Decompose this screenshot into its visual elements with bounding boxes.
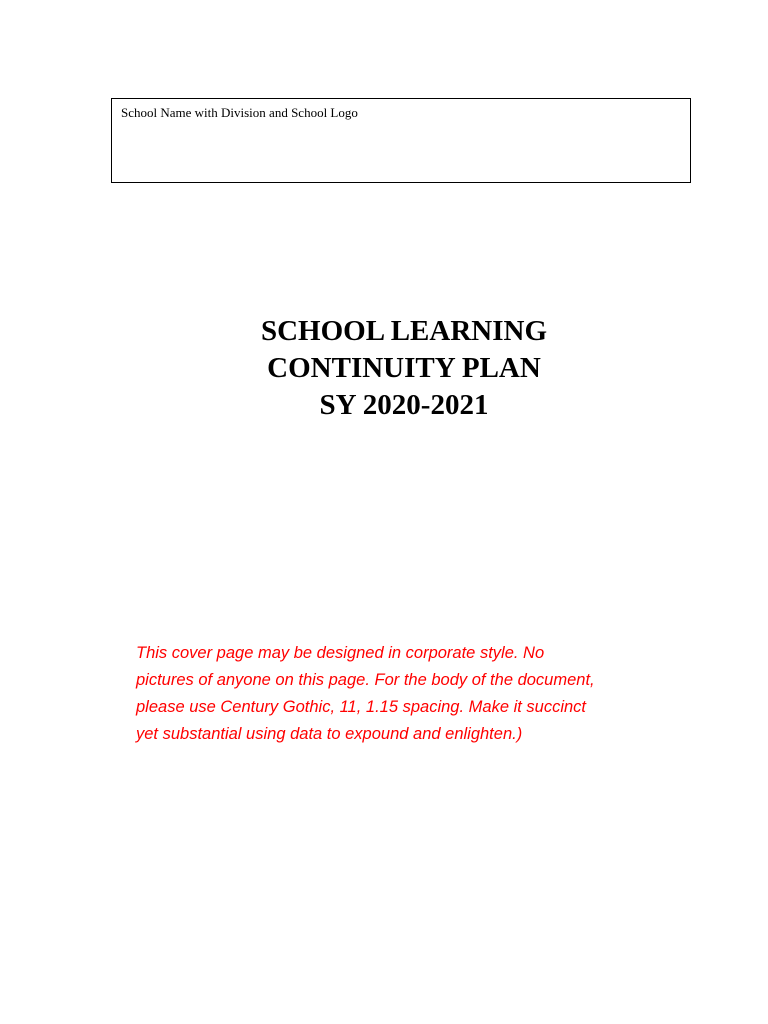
title-line-2: CONTINUITY PLAN <box>267 352 541 384</box>
title-line-3: SY 2020-2021 <box>319 389 489 421</box>
instruction-line-3: please use Century Gothic, 11, 1.15 spacing. Make it succinct <box>136 698 587 716</box>
instruction-line-1: This cover page may be designed in corporate style. No <box>136 644 545 662</box>
title-line-1: SCHOOL LEARNING <box>260 315 548 347</box>
instruction-line-2: pictures of anyone on this page. For the body of the document, <box>136 671 595 689</box>
school-header-box <box>111 98 691 183</box>
school-name-placeholder: School Name with Division and School Logo <box>121 105 358 120</box>
document-title <box>0 313 768 424</box>
instruction-line-4: yet substantial using data to expound and enlighten.) <box>136 725 523 743</box>
cover-page-instructions <box>136 640 696 748</box>
